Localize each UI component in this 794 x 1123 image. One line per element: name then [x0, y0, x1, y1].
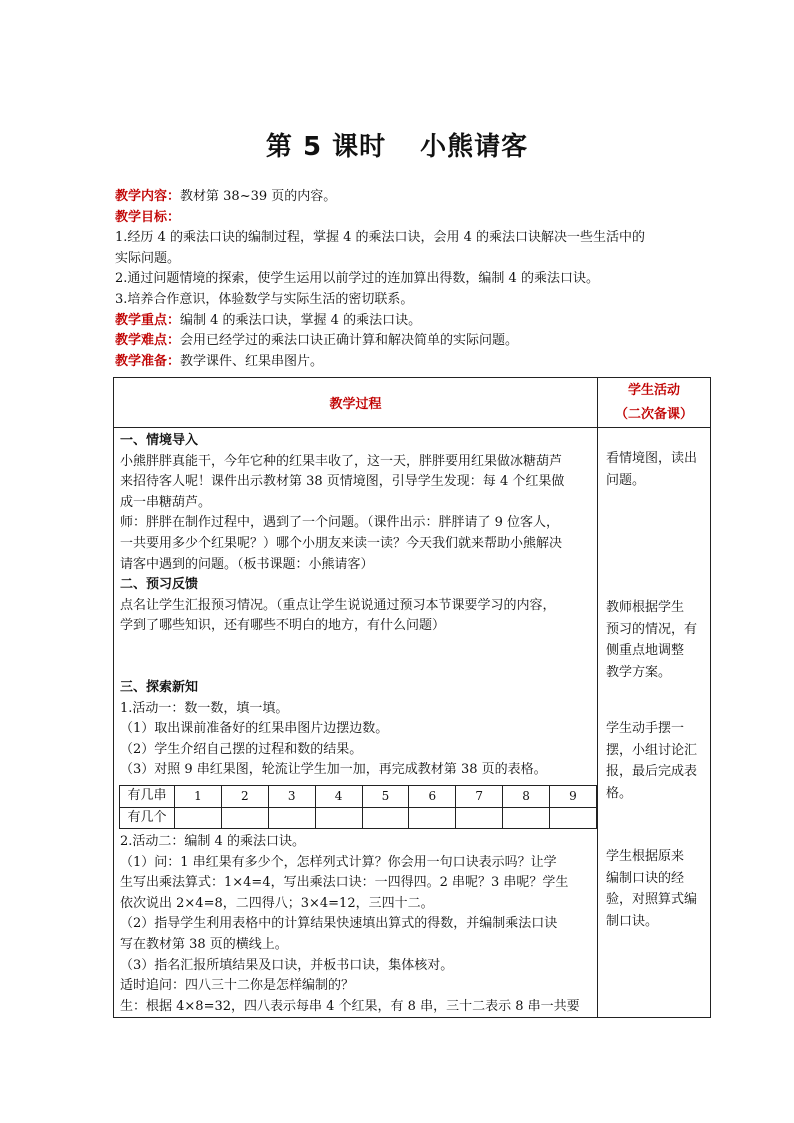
process-line: 适时追问：四八三十二你是怎样编制的？	[120, 978, 355, 994]
process-header: 教学过程	[114, 378, 598, 428]
difficulty-text: 会用已经学过的乘法口诀正确计算和解决简单的实际问题。	[180, 333, 519, 349]
blank-cell	[550, 807, 597, 829]
count-table-row	[120, 807, 597, 829]
key-line	[115, 311, 715, 332]
prep-text: 教学课件、红果串图片。	[180, 353, 324, 369]
title-lesson-number: 第 5 课时	[265, 132, 387, 162]
content-line	[115, 187, 715, 208]
title-lesson-name: 小熊请客	[420, 132, 529, 162]
process-line: 成一串糖葫芦。	[120, 494, 212, 510]
count-table	[119, 785, 597, 829]
process-body	[114, 428, 598, 1018]
difficulty-line	[115, 331, 715, 352]
activity-header	[598, 378, 711, 428]
blank-cell	[315, 807, 362, 829]
count-cell: 2	[221, 785, 268, 807]
goal-item: 2.通过问题情境的探索，使学生运用以前学过的连加算出得数，编制 4 的乘法口诀。	[115, 271, 599, 287]
section-heading: 一、情境导入	[120, 433, 199, 448]
goal-item: 3.培养合作意识，体验数学与实际生活的密切联系。	[115, 291, 414, 307]
goals-label: 教学目标：	[115, 209, 181, 225]
blank-cell	[409, 807, 456, 829]
process-line: 小熊胖胖真能干，今年它种的红果丰收了，这一天，胖胖要用红果做冰糖葫芦	[120, 453, 563, 469]
section-heading: 三、探索新知	[120, 679, 199, 695]
goals-line	[115, 208, 715, 229]
blank-cell	[175, 807, 222, 829]
count-cell: 5	[362, 785, 409, 807]
process-line: 2.活动二：编制 4 的乘法口诀。	[120, 834, 305, 850]
note-line: 预习的情况，有	[606, 621, 698, 637]
blank-cell	[268, 807, 315, 829]
activity-body	[598, 428, 711, 1018]
process-line: 生：根据 4×8=32，四八表示每串 4 个红果，有 8 串，三十二表示 8 串一共要	[120, 998, 580, 1014]
process-line: 学到了哪些知识，还有哪些不明白的地方，有什么问题）	[120, 618, 446, 634]
process-line: 点名让学生汇报预习情况。（重点让学生说说通过预习本节课要学习的内容，	[120, 597, 556, 613]
blank-cell	[221, 807, 268, 829]
note-line: 学生动手摆一	[606, 721, 685, 736]
process-line: （1）问：1 串红果有多少个，怎样列式计算？你会用一句口诀表示吗？让学	[120, 854, 557, 870]
count-cell: 8	[503, 785, 550, 807]
content-text: 教材第 38~39 页的内容。	[180, 189, 337, 204]
count-cell: 1	[175, 785, 222, 807]
note-line: 报，最后完成表	[606, 764, 698, 779]
process-line: 1.活动一：数一数，填一填。	[120, 700, 289, 716]
note-line: 看情境图，读出	[606, 451, 698, 466]
count-table-row	[120, 785, 597, 807]
process-line: （2）指导学生利用表格中的计算结果快速填出算式的得数，并编制乘法口诀	[120, 916, 558, 932]
count-cell: 3	[268, 785, 315, 807]
note-line: 学生根据原来	[606, 849, 685, 864]
count-cell: 4	[315, 785, 362, 807]
process-line: 来招待客人呢！课件出示教材第 38 页情境图，引导学生发现：每 4 个红果做	[120, 474, 565, 490]
count-cell: 7	[456, 785, 503, 807]
process-line: 师：胖胖在制作过程中，遇到了一个问题。（课件出示：胖胖请了 9 位客人，	[120, 515, 560, 531]
activity-note	[606, 846, 705, 932]
goal-item: 实际问题。	[115, 250, 181, 266]
prep-line	[115, 352, 715, 373]
activity-note	[606, 718, 705, 804]
note-line: 教学方案。	[606, 664, 672, 680]
process-line: 写在教材第 38 页的横线上。	[120, 937, 288, 953]
process-line: （1）取出课前准备好的红果串图片边摆边数。	[120, 721, 389, 737]
process-line: 依次说出 2×4=8，二四得八；3×4=12，三四十二。	[120, 895, 434, 911]
note-line: 教师根据学生	[606, 600, 685, 615]
page-title	[0, 126, 794, 163]
goal-item: 1.经历 4 的乘法口诀的编制过程，掌握 4 的乘法口诀，会用 4 的乘法口诀解决一些生活中的	[115, 230, 646, 246]
process-line: （3）指名汇报所填结果及口诀，并板书口诀，集体核对。	[120, 957, 454, 973]
row-label: 有几串	[120, 785, 175, 807]
process-line: （3）对照 9 串红果图，轮流让学生加一加，再完成教材第 38 页的表格。	[120, 762, 547, 778]
process-line: 一共要用多少个红果呢？）哪个小朋友来读一读？今天我们就来帮助小熊解决	[120, 535, 563, 551]
blank-spacer	[120, 637, 593, 678]
activity-note	[606, 597, 705, 683]
blank-cell	[362, 807, 409, 829]
process-line: （2）学生介绍自己摆的过程和数的结果。	[120, 741, 363, 757]
note-line: 验，对照算式编	[606, 892, 698, 907]
lesson-header	[115, 187, 715, 372]
process-line: 生写出乘法算式：1×4=4，写出乘法口诀：一四得四。2 串呢？3 串呢？学生	[120, 875, 569, 891]
activity-header-title: 学生活动	[627, 382, 680, 398]
note-line: 格。	[606, 785, 633, 801]
section-heading: 二、预习反馈	[120, 577, 199, 593]
note-line: 摆，小组讨论汇	[606, 742, 698, 758]
key-text: 编制 4 的乘法口诀，掌握 4 的乘法口诀。	[180, 312, 422, 328]
difficulty-label: 教学难点：	[115, 333, 181, 349]
note-line: 编制口诀的经	[606, 870, 685, 886]
row-label: 有几个	[120, 807, 175, 829]
note-line: 制口诀。	[606, 913, 659, 929]
activity-note	[606, 448, 705, 491]
blank-cell	[456, 807, 503, 829]
count-cell: 6	[409, 785, 456, 807]
process-line: 请客中遇到的问题。（板书课题：小熊请客）	[120, 556, 374, 572]
note-line: 侧重点地调整	[606, 643, 685, 658]
activity-header-subtitle: （二次备课）	[614, 406, 693, 422]
content-label: 教学内容：	[115, 189, 181, 204]
note-line: 问题。	[606, 472, 646, 488]
key-label: 教学重点：	[115, 312, 181, 328]
lesson-process-table	[113, 377, 711, 1018]
blank-cell	[503, 807, 550, 829]
prep-label: 教学准备：	[115, 353, 181, 369]
count-cell: 9	[550, 785, 597, 807]
